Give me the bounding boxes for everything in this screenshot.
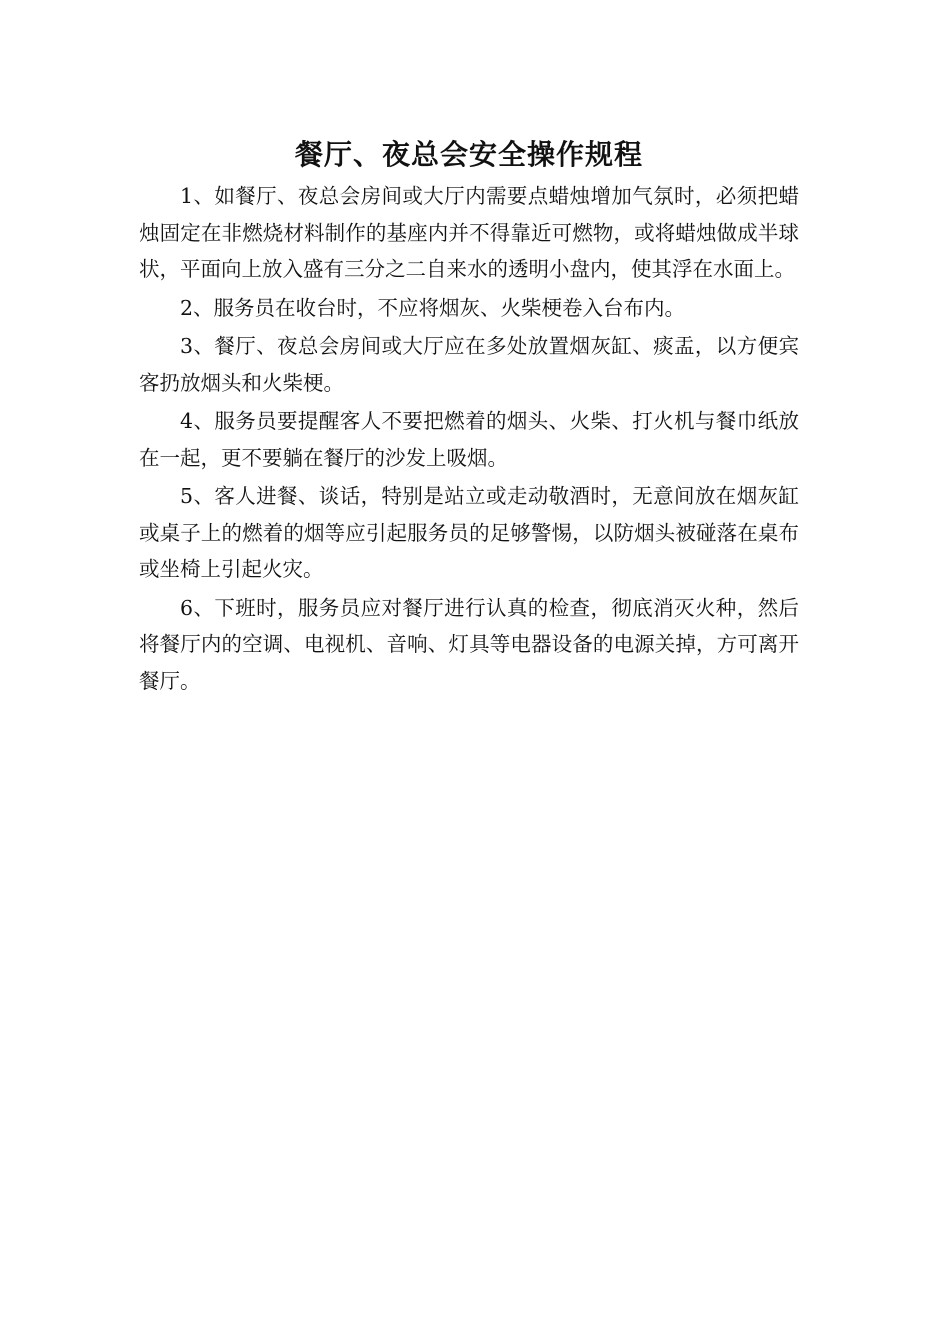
paragraph-1: 1、如餐厅、夜总会房间或大厅内需要点蜡烛增加气氛时，必须把蜡烛固定在非燃烧材料制作的基座内并不得靠近可燃物，或将蜡烛做成半球状，平面向上放入盛有三分之二自来水的透明小盘内，使其浮在水面上。 — [139, 184, 799, 281]
paragraph-4: 4、服务员要提醒客人不要把燃着的烟头、火柴、打火机与餐巾纸放在一起，更不要躺在餐厅的沙发上吸烟。 — [139, 409, 799, 470]
paragraph-6: 6、下班时，服务员应对餐厅进行认真的检查，彻底消灭火种，然后将餐厅内的空调、电视机、音响、灯具等电器设备的电源关掉，方可离开餐厅。 — [139, 595, 799, 693]
paragraph-2: 2、服务员在收台时，不应将烟灰、火柴梗卷入台布内。 — [180, 295, 686, 320]
paragraph-3: 3、餐厅、夜总会房间或大厅应在多处放置烟灰缸、痰盂，以方便宾客扔放烟头和火柴梗。 — [139, 334, 799, 395]
document-title: 餐厅、夜总会安全操作规程 — [294, 138, 643, 171]
paragraph-5: 5、客人进餐、谈话，特别是站立或走动敬酒时，无意间放在烟灰缸或桌子上的燃着的烟等应引起服务员的足够警惕，以防烟头被碰落在桌布或坐椅上引起火灾。 — [139, 484, 799, 581]
document-body — [139, 134, 799, 701]
